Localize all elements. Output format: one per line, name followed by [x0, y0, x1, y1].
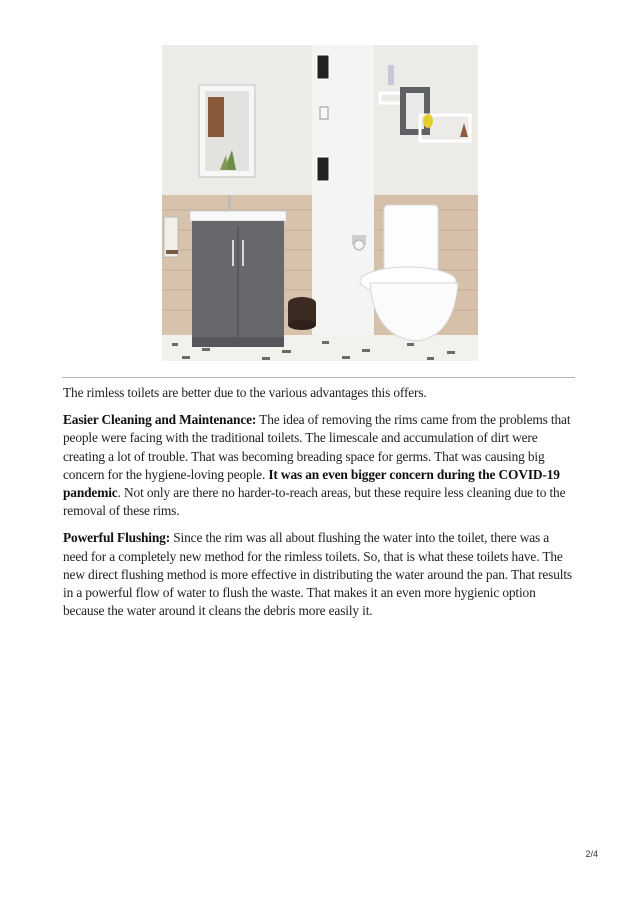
article-body	[63, 384, 575, 629]
section-heading: Powerful Flushing:	[63, 530, 171, 546]
section-text: . Not only are there no harder-to-reach areas, but these require less cleaning due to the removal of these rims.	[63, 485, 566, 519]
section-text: The idea of removing the rims came from the problems that people were facing with the traditional toilets. The limescale and accumulation of dirt were creating a lot of trouble. That was becoming breading space for germs. That was causing big concern for the hygiene-loving people.	[63, 412, 571, 482]
divider	[62, 377, 575, 378]
bathroom-photo	[162, 45, 478, 361]
intro-paragraph: The rimless toilets are better due to the various advantages this offers.	[63, 385, 427, 400]
section-text: Since the rim was all about flushing the water into the toilet, there was a need for a completely new method for the rimless toilets. So, that is what these toilets have. The new direct flushing method is more effective in distributing the water around the pan. That results in a powerful flow of water to flush the waste. That makes it an even more hygienic option because the water around it cleans the debris more easily it.	[63, 530, 572, 619]
emphasis-text: It was an even bigger concern during the COVID-19 pandemic	[63, 466, 560, 501]
page-number: 2/4	[585, 849, 598, 859]
section-flushing	[63, 529, 575, 620]
section-heading: Easier Cleaning and Maintenance:	[63, 412, 257, 428]
section-cleaning	[63, 411, 575, 520]
